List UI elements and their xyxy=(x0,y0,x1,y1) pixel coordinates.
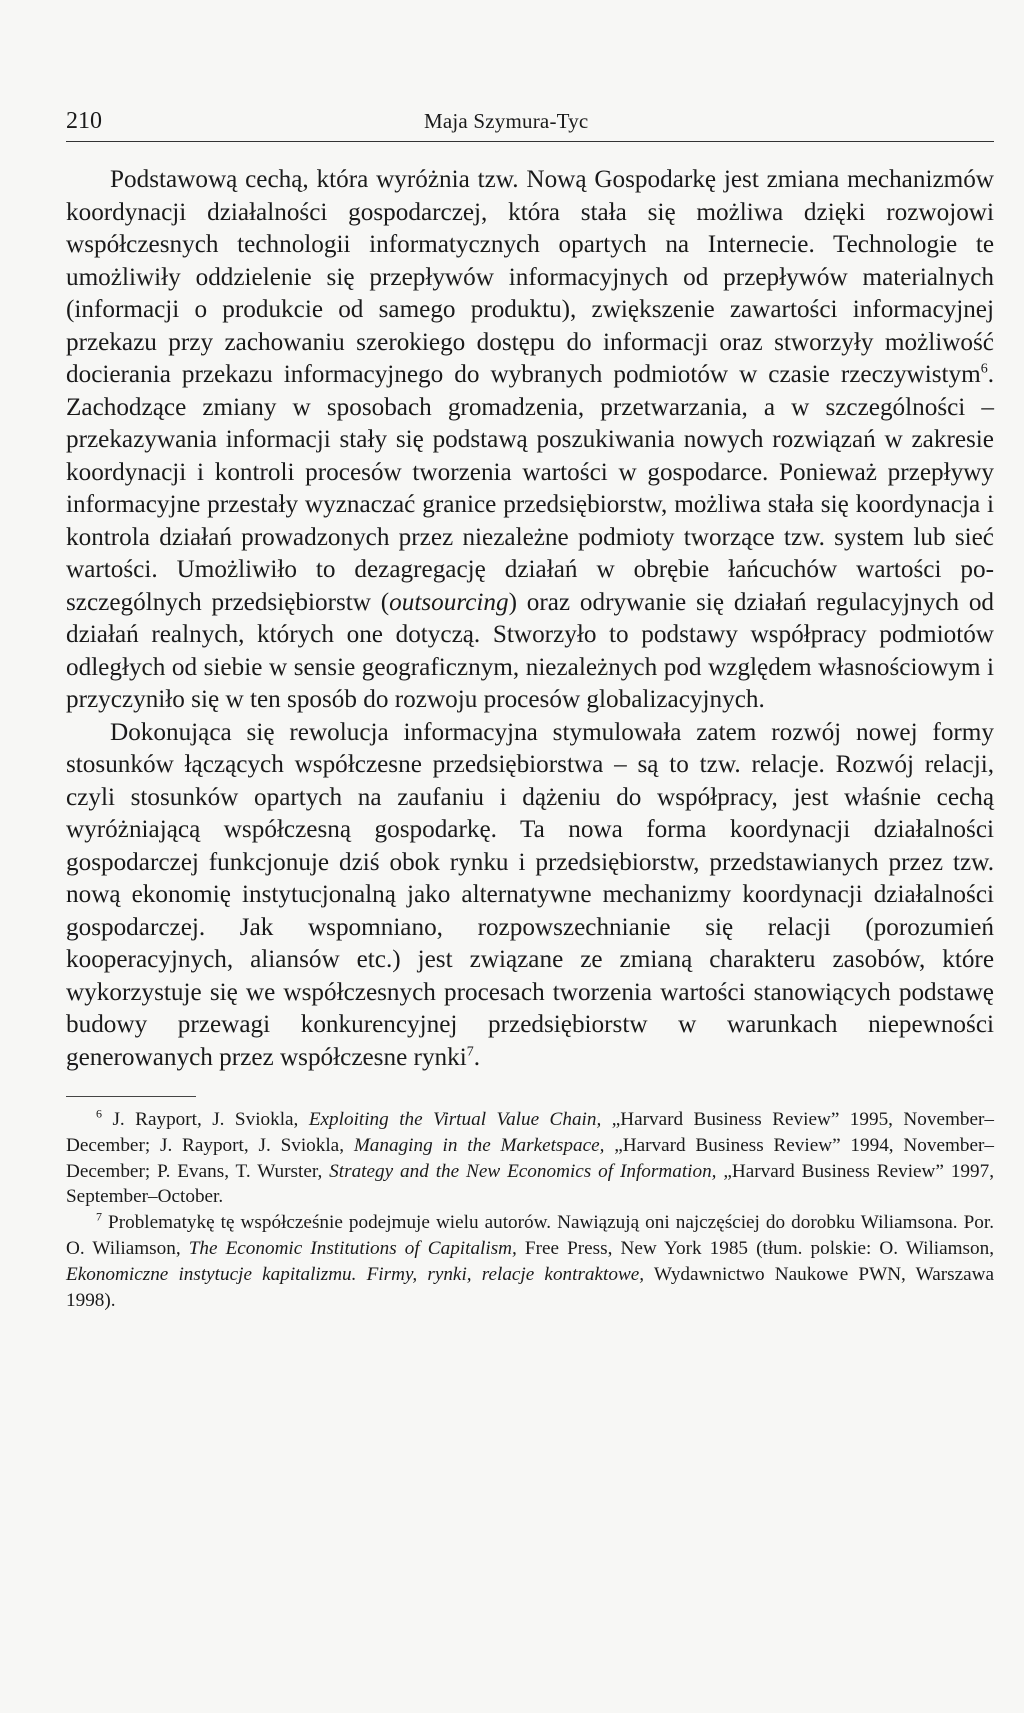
body-text xyxy=(66,164,994,1074)
footnote-6: $^6$ J. Rayport, J. Sviokla, Exploiting the Virtual Value Chain, „Harvard Business Review” 1995, November–December; J. Rayport, J. Sviokla, Managing in the Marketspace, „Harvard Business Review” 1994, November–December; P. Evans, T. Wurster, Strategy and the New Economics of Information, „Harvard Business Review” 1997, September–October. xyxy=(66,1106,994,1208)
italic-term: outsourcing xyxy=(389,588,509,616)
page-header xyxy=(66,108,994,142)
book-page xyxy=(66,108,994,1313)
running-head: Maja Szymura-Tyc xyxy=(424,109,589,133)
footnote-7: $^7$ Problematykę tę współcześnie podejmuje wielu autorów. Nawiązują oni najczęściej do dorobku Wiliamsona. Por. O. Wiliamson, The Economic Institutions of Capitalism, Free Press, New York 1985 (tłum. polskie: O. Wiliamson, Ekonomiczne instytucje kapitalizmu. Firmy, rynki, relacje kontraktowe, Wydawnictwo Naukowe PWN, Warszawa 1998). xyxy=(66,1209,995,1311)
footnote-mark-6: 6 xyxy=(96,1106,102,1121)
footnotes xyxy=(66,1107,994,1313)
page-number: 210 xyxy=(66,108,102,134)
footnote-divider xyxy=(66,1096,196,1097)
footnote-mark-7: 7 xyxy=(96,1209,102,1224)
footnote-ref-6[interactable]: 6 xyxy=(980,361,988,377)
paragraph-2: Dokonująca się rewolucja informacyjna stymulowała zatem rozwój nowej formy stosunków łączących współczesne przedsiębiorstwa – są to tzw. relacje. Rozwój relacji, czyli stosunków opartych na zaufaniu i dążeniu do współpracy, jest właśnie cechą wyróżniającą współczesną gospodarkę. Ta nowa forma koordynacji działalności gospodarczej funkcjonuje dziś obok rynku i przedsiębiorstw, przedstawianych przez tzw. nową ekonomię instytucjonalną jako alternatywne mechanizmy koordynacji działalności gospodarczej. Jak wspomniano, rozpowszechnianie się relacji (porozumień kooperacyjnych, aliansów etc.) jest związane ze zmianą charakteru zasobów, które wykorzystuje się we współczesnych procesach tworzenia wartości stanowiących podstawę budowy przewagi konkurencyjnej przedsiębiorstw w warunkach niepewności generowanych przez współczesne rynki$^7$. xyxy=(66,718,994,1071)
paragraph-1: Podstawową cechą, która wyróżnia tzw. Nową Gospodarkę jest zmiana mechanizmów koordynacji działalności gospodarczej, która stała się możliwa dzięki rozwojowi współczesnych technologii informatycznych opartych na Internecie. Technologie te umożliwiły oddzielenie się przepływów informacyjnych od przepływów materialnych (informacji o produkcie od samego produktu), zwiększenie zawartości informacyjnej przekazu przy zachowaniu szerokiego dostępu do informacji oraz stworzyły możliwość docierania przekazu informacyjnego do wybranych podmiotów w czasie rzeczywistym$^6$. Zachodzące zmiany w sposobach gromadzenia, przetwarzania, a w szczególności – przekazywania informacji stały się podstawą poszukiwania nowych rozwiązań w zakresie koordynacji i kontroli procesów tworzenia wartości w gospodarce. Ponieważ przepływy informacyjne przestały wyznaczać granice przedsiębiorstw, możliwa stała się koordynacja i kontrola działań prowadzonych przez niezależne podmioty tworzące tzw. system lub sieć wartości. Umożliwiło to dezagregację działań w obrębie łańcuchów wartości poszczególnych przedsiębiorstw (outsourcing) oraz odrywanie się działań regulacyjnych od działań realnych, których one dotyczą. Stworzyło to podstawy współpracy podmiotów odległych od siebie w sensie geograficznym, niezależnych pod względem własnościowym i przyczyniło się w ten sposób do rozwoju procesów globalizacyjnych. xyxy=(66,166,995,713)
footnote-ref-7[interactable]: 7 xyxy=(466,1044,474,1060)
